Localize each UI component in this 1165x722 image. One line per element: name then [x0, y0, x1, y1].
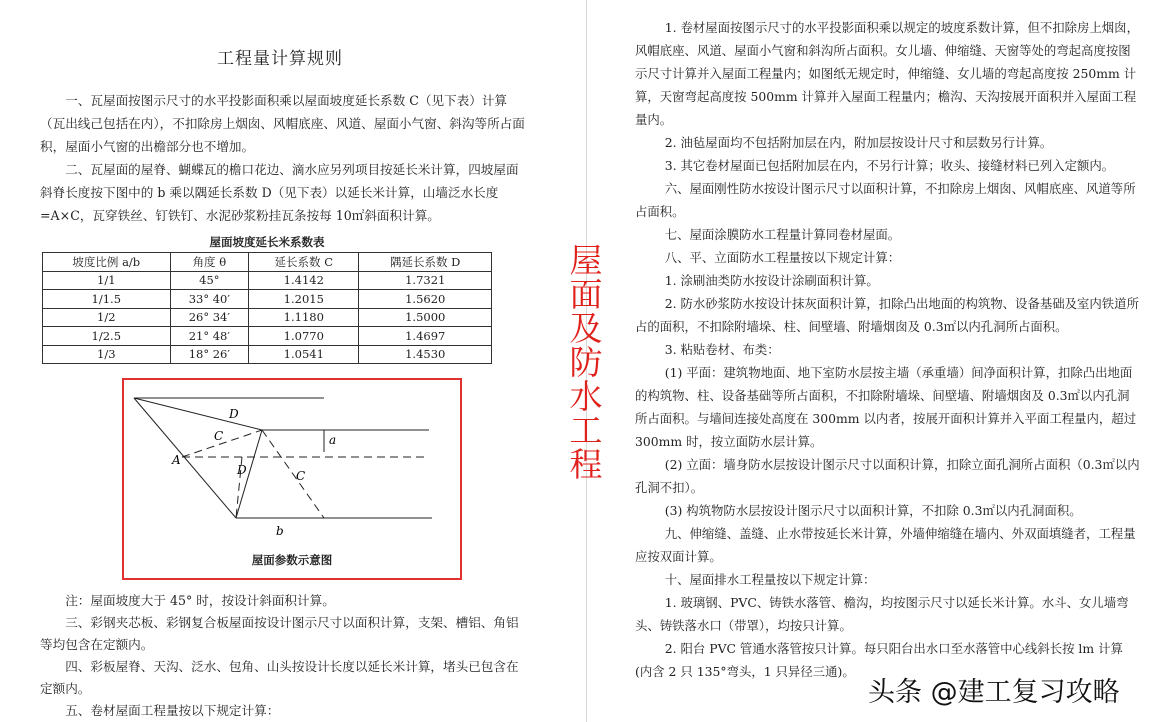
table-caption: 屋面坡度延长米系数表: [209, 235, 325, 249]
table-cell: 26° 34′: [170, 308, 249, 327]
right-page: [590, 0, 1165, 722]
table-cell: 18° 26′: [170, 345, 249, 364]
label-a: a: [329, 433, 337, 447]
label-C-right: C: [296, 469, 306, 483]
right-paragraph: 2. 阳台 PVC 管通水落管按只计算。每只阳台出水口至水落管中心线斜长按 lm 计算(内含 2 只 135°弯头，1 只异径三通)。: [635, 641, 1123, 679]
roof-parameter-diagram: [122, 378, 462, 580]
header-cell: 隅延长系数 D: [359, 253, 492, 272]
table-cell: 45°: [170, 271, 249, 290]
note: 注：屋面坡度大于 45° 时，按设计斜面积计算。: [65, 593, 335, 608]
section-title: 屋面及防水工程: [569, 241, 603, 484]
watermark: 头条 @建工复习攻略: [868, 677, 1120, 708]
right-paragraph: (2) 立面：墙身防水层按设计图示尺寸以面积计算，扣除立面孔洞所占面积（0.3㎡以内孔洞不扣）。: [635, 457, 1140, 495]
table-cell: 1/2.5: [43, 327, 171, 346]
label-b: b: [276, 524, 284, 538]
table-row: [43, 327, 492, 346]
header-cell: 坡度比例 a/b: [43, 253, 171, 272]
table-cell: 1.5620: [359, 290, 492, 309]
paragraph-4: 四、彩板屋脊、天沟、泛水、包角、山头按设计长度以延长米计算，堵头已包含在定额内。: [40, 659, 519, 696]
right-paragraph: 六、屋面刚性防水按设计图示尺寸以面积计算，不扣除房上烟囱、风帽底座、风道等所占面积。: [635, 181, 1136, 219]
diagram-caption: 屋面参数示意图: [251, 553, 333, 567]
right-text: [635, 16, 1140, 683]
right-paragraph: (1) 平面：建筑物地面、地下室防水层按主墙（承重墙）间净面积计算，扣除凸出地面的构筑物、柱、设备基础等所占面积，不扣除附墙垛、间壁墙、附墙烟囱及 0.3㎡以内孔洞所占面积。与墙间连接处高度在 300mm 以内者，按展开面积计算并入平面工程量内，超过 300mm 时，按立面防水层计算。: [635, 365, 1137, 449]
table-cell: 1/2: [43, 308, 171, 327]
table-cell: 1.4697: [359, 327, 492, 346]
table-cell: 1.5000: [359, 308, 492, 327]
right-paragraph: 十、屋面排水工程量按以下规定计算：: [664, 572, 876, 587]
right-paragraph: 1. 玻璃钢、PVC、铸铁水落管、檐沟，均按图示尺寸以延长米计算。水斗、女儿墙弯头、铸铁落水口（带罩），均按只计算。: [635, 595, 1129, 633]
slope-coefficient-table: [42, 252, 492, 364]
table-cell: 1.0541: [249, 345, 359, 364]
table-cell: 1.7321: [359, 271, 492, 290]
right-paragraph: 1. 涂刷油类防水按设计涂刷面积计算。: [664, 273, 879, 288]
right-paragraph: 1. 卷材屋面按图示尺寸的水平投影面积乘以规定的坡度系数计算，但不扣除房上烟囱，风帽底座、风道、屋面小气窗和斜沟所占面积。女儿墙、伸缩缝、天窗等处的弯起高度按图示尺寸计算并入屋面工程量内；如图纸无规定时，伸缩缝、女儿墙的弯起高度按 250mm 计算，天窗弯起高度按 500mm 计算并入屋面工程量内；檐沟、天沟按展开面积并入屋面工程量内。: [635, 20, 1139, 127]
table-row: [43, 308, 492, 327]
right-paragraph: 3. 其它卷材屋面已包括附加层在内，不另行计算；收头、接缝材料已列入定额内。: [664, 158, 1115, 173]
document-title: 工程量计算规则: [217, 49, 343, 69]
paragraph-3: 三、彩钢夹芯板、彩钢复合板屋面按设计图示尺寸以面积计算，支架、槽铝、角铝等均包含在定额内。: [40, 615, 519, 652]
right-paragraph: 2. 防水砂浆防水按设计抹灰面积计算，扣除凸出地面的构筑物、设备基础及室内铁道所占的面积，不扣除附墙垛、柱、间壁墙、附墙烟囱及 0.3㎡以内孔洞所占面积。: [635, 296, 1139, 334]
label-D-top: D: [229, 407, 239, 421]
right-paragraph: 八、平、立面防水工程量按以下规定计算：: [664, 250, 901, 265]
table-cell: 1.4530: [359, 345, 492, 364]
right-paragraph: 七、屋面涂膜防水工程量计算同卷材屋面。: [664, 227, 901, 242]
right-paragraph: 九、伸缩缝、盖缝、止水带按延长米计算，外墙伸缩缝在墙内、外双面填缝者，工程量应按双面计算。: [635, 526, 1136, 564]
table-cell: 33° 40′: [170, 290, 249, 309]
table-cell: 1/1: [43, 271, 171, 290]
table-row: [43, 290, 492, 309]
table-cell: 1/3: [43, 345, 171, 364]
closing-paragraphs: [40, 590, 526, 722]
table-cell: 1/1.5: [43, 290, 171, 309]
paragraph-5: 五、卷材屋面工程量按以下规定计算：: [65, 703, 280, 718]
label-D-mid: D: [237, 463, 247, 477]
right-paragraph: 2. 油毡屋面均不包括附加层在内，附加层按设计尺寸和层数另行计算。: [664, 135, 1053, 150]
table-row: [43, 345, 492, 364]
table-cell: 1.0770: [249, 327, 359, 346]
intro-paragraphs: [40, 89, 526, 227]
table-cell: 1.2015: [249, 290, 359, 309]
right-paragraph: 3. 粘贴卷材、布类：: [664, 342, 780, 357]
label-A: A: [172, 453, 181, 467]
table-header-row: [43, 253, 492, 272]
label-C-left: C: [214, 429, 224, 443]
header-cell: 延长系数 C: [249, 253, 359, 272]
table-cell: 1.4142: [249, 271, 359, 290]
table-row: [43, 271, 492, 290]
paragraph-1: 一、瓦屋面按图示尺寸的水平投影面积乘以屋面坡度延长系数 C（见下表）计算（瓦出线己包括在内），不扣除房上烟囱、风帽底座、风道、屋面小气窗、斜沟等所占面积，屋面小气窗的出檐部分也不增加。: [40, 93, 525, 154]
right-paragraph: (3) 构筑物防水层按设计图示尺寸以面积计算，不扣除 0.3㎡以内孔洞面积。: [664, 503, 1082, 518]
table-cell: 21° 48′: [170, 327, 249, 346]
diagram-drawing: [124, 380, 460, 578]
paragraph-2: 二、瓦屋面的屋脊、蝴蝶瓦的檐口花边、滴水应另列项目按延长米计算，四坡屋面斜脊长度按下图中的 b 乘以隅延长系数 D（见下表）以延长米计算，山墙泛水长度=A×C，瓦穿铁丝、钉铁钉、水泥砂浆粉挂瓦条按每 10㎡斜面积计算。: [40, 162, 519, 223]
header-cell: 角度 θ: [170, 253, 249, 272]
table-cell: 1.1180: [249, 308, 359, 327]
